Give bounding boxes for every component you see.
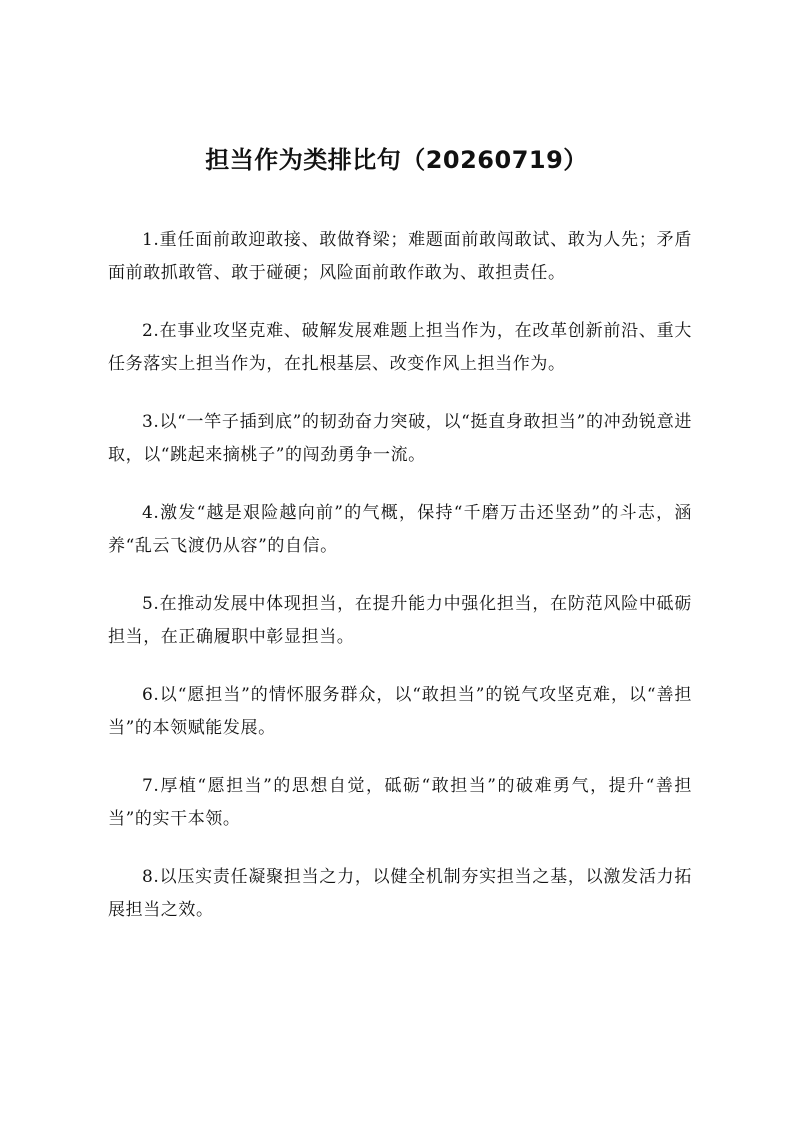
paragraph-1: 1.重任面前敢迎敢接、敢做脊梁；难题面前敢闯敢试、敢为人先；矛盾面前敢抓敢管、敢于碰硬；风险面前敢作敢为、敢担责任。 xyxy=(108,230,692,283)
paragraph-5: 5.在推动发展中体现担当，在提升能力中强化担当，在防范风险中砥砺担当，在正确履职中彰显担当。 xyxy=(108,594,692,647)
document-body xyxy=(108,224,692,952)
paragraph-8: 8.以压实责任凝聚担当之力，以健全机制夯实担当之基，以激发活力拓展担当之效。 xyxy=(108,867,692,920)
paragraph-3: 3.以“一竿子插到底”的韧劲奋力突破，以“挺直身敢担当”的冲劲锐意进取，以“跳起来摘桃子”的闯劲勇争一流。 xyxy=(108,412,692,465)
paragraph-6: 6.以“愿担当”的情怀服务群众，以“敢担当”的锐气攻坚克难，以“善担当”的本领赋能发展。 xyxy=(108,685,692,738)
paragraph-2: 2.在事业攻坚克难、破解发展难题上担当作为，在改革创新前沿、重大任务落实上担当作为，在扎根基层、改变作风上担当作为。 xyxy=(108,321,692,374)
paragraph-4: 4.激发“越是艰险越向前”的气概，保持“千磨万击还坚劲”的斗志，涵养“乱云飞渡仍从容”的自信。 xyxy=(108,503,692,556)
paragraph-7: 7.厚植“愿担当”的思想自觉，砥砺“敢担当”的破难勇气，提升“善担当”的实干本领。 xyxy=(108,776,692,829)
document-title: 担当作为类排比句（20260719） xyxy=(205,146,588,174)
